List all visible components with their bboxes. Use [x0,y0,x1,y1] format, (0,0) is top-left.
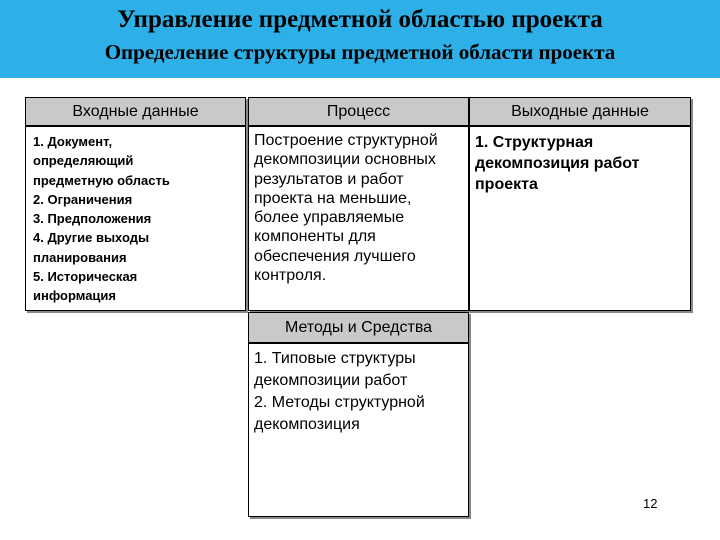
outputs-box [469,126,691,311]
process-line: более управляемые [254,209,405,227]
process-header [248,97,469,126]
methods-header [248,312,469,343]
inputs-text [33,132,238,306]
methods-line: декомпозиция [254,416,360,433]
inputs-line: информация [33,288,117,304]
methods-header-label: Методы и Средства [284,318,433,336]
inputs-line: 1. Документ, [33,134,113,149]
outputs-line: декомпозиция работ [475,155,640,172]
inputs-line: определяющий [33,153,134,169]
process-line: результатов и работ [254,170,404,188]
page-title: Управление предметной областью проекта [117,6,603,33]
process-line: обеспечения лучшего [254,247,416,265]
methods-line: декомпозиции работ [254,372,408,389]
process-line: контроля. [254,267,327,285]
process-line: декомпозиции основных [254,151,436,169]
process-line: Построение структурной [254,132,438,149]
page-number: 12 [643,496,658,511]
outputs-text [475,132,690,195]
process-header-label: Процесс [326,102,391,120]
inputs-header [25,97,246,126]
inputs-line: 4. Другие выходы [33,230,150,246]
inputs-line: 5. Историческая [33,269,138,285]
outputs-line: 1. Структурная [475,134,594,151]
methods-line: 2. Методы структурной [254,394,425,411]
process-text [254,131,469,285]
process-line: компоненты для [254,228,376,246]
inputs-line: планирования [33,249,127,265]
inputs-box [25,126,246,311]
methods-box [248,343,469,517]
methods-line: 1. Типовые структуры [254,350,416,367]
inputs-line: 2. Ограничения [33,191,133,207]
process-box [248,126,469,311]
outputs-line: проекта [475,176,538,193]
outputs-header [469,97,691,126]
process-line: проекта на меньшие, [254,189,412,207]
inputs-line: предметную область [33,172,170,188]
page-subtitle: Определение структуры предметной области проекта [104,40,616,64]
outputs-header-label: Выходные данные [511,102,649,120]
methods-text [254,348,464,436]
inputs-header-label: Входные данные [72,102,199,120]
inputs-line: 3. Предположения [33,211,152,227]
